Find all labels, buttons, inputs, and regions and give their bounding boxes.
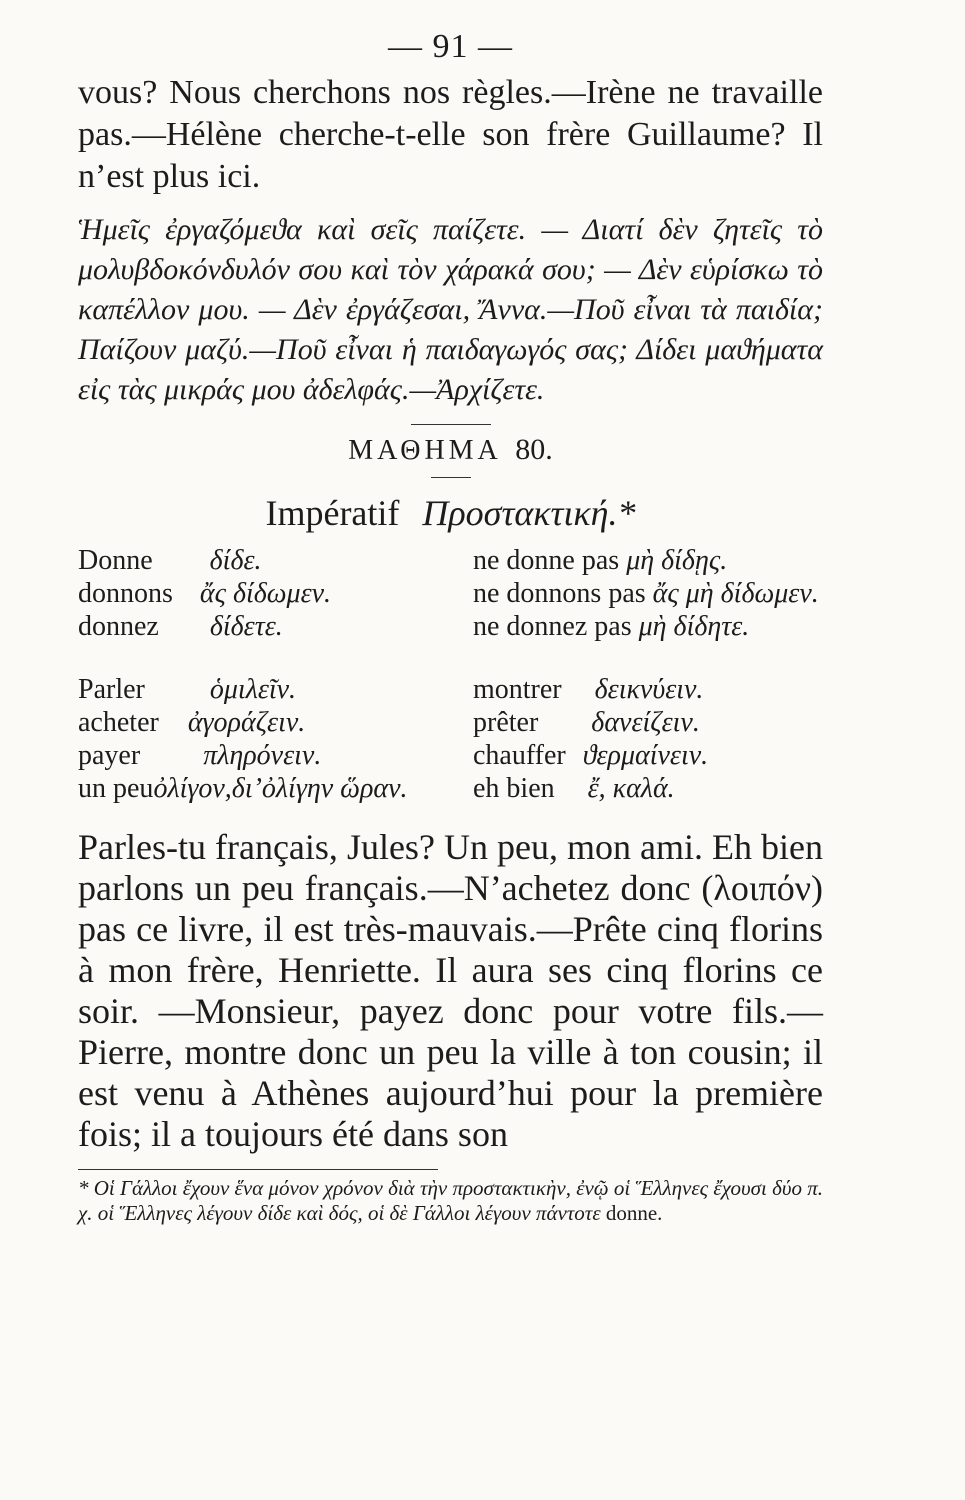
vocab-entry xyxy=(473,544,823,577)
vocab-french: acheter xyxy=(78,707,159,738)
vocab-french: ne donnons pas xyxy=(473,578,646,609)
vocab-greek: ὀλίγον,δι’ὀλίγην ὥραν. xyxy=(153,773,408,804)
vocab-entry xyxy=(473,772,823,805)
vocab-entry xyxy=(473,706,823,739)
page xyxy=(78,28,823,1226)
vocab-french: donnons xyxy=(78,578,173,609)
vocab-french: chauffer xyxy=(473,740,566,771)
heading-greek: Προστακτική.* xyxy=(422,493,636,533)
lesson-title xyxy=(78,433,823,467)
vocab-entry xyxy=(78,610,473,643)
vocab-greek: μὴ δίδῃς. xyxy=(626,545,728,576)
vocab-french: payer xyxy=(78,740,141,771)
vocab-greek: δεικνύειν. xyxy=(594,674,704,705)
vocab-entry xyxy=(78,706,473,739)
vocab-entry xyxy=(473,577,823,610)
vocab-entry xyxy=(78,673,473,706)
vocab-french: montrer xyxy=(473,674,562,705)
vocab-french: prêter xyxy=(473,707,539,738)
paragraph-french: vous? Nous cherchons nos règles.—Irène ne travaille pas.—Hélène cherche-t-elle son frère Guillaume? Il n’est plus ici. xyxy=(78,74,823,195)
vocab-french: Donne xyxy=(78,545,153,576)
vocab-greek: ἔ, καλά. xyxy=(587,773,675,804)
vocab-greek: ἀγοράζειν. xyxy=(187,707,306,738)
vocab-entry xyxy=(78,577,473,610)
vocab-greek: πληρόνειν. xyxy=(203,740,322,771)
vocab-greek: δίδε. xyxy=(209,545,262,576)
vocab-greek: ἄς δίδωμεν. xyxy=(199,578,332,609)
divider-top xyxy=(411,424,491,425)
vocab-entry xyxy=(473,610,823,643)
vocab-entry xyxy=(473,673,823,706)
footnote-text: * Οἱ Γάλλοι ἔχουν ἕνα μόνον χρόνον διὰ τὴν προστακτικὴν, ἐνῷ οἱ Ἕλληνες ἔχουσι δύο π. χ. οἱ Ἕλληνες λέγουν δίδε καὶ δός, οἱ δὲ Γάλλοι λέγουν πάντοτε xyxy=(78,1176,823,1225)
vocab-group-1 xyxy=(78,544,823,643)
vocab-entry xyxy=(78,544,473,577)
paragraph-greek: Ἡμεῖς ἐργαζόμεϑα καὶ σεῖς παίζετε. — Διατί δὲν ζητεῖς τὸ μολυβδοκόνδυλόν σου καὶ τὸν χάρακά σου; — Δὲν εὑρίσκω τὸ καπέλλον μου. — Δὲν ἐργάζεσαι, Ἄννα.—Ποῦ εἶναι τὰ παιδία; Παίζουν μαζύ.—Ποῦ εἶναι ἡ παιδαγωγός σας; Δίδει μαϑήματα εἰς τὰς μικράς μου ἀδελφάς.—Ἀρχίζετε. xyxy=(78,213,823,406)
vocab-french: ne donnez pas xyxy=(473,611,632,642)
heading-french: Impératif xyxy=(265,493,400,533)
vocab-french: Parler xyxy=(78,674,145,705)
footnote-divider xyxy=(78,1169,438,1170)
vocab-greek: μὴ δίδητε. xyxy=(638,611,750,642)
lesson-title-text: ΜΑΘΗΜΑ xyxy=(348,435,501,466)
vocab-greek: δανείζειν. xyxy=(591,707,700,738)
vocab-greek: ϑερμαίνειν. xyxy=(582,740,709,771)
vocab-french: ne donne pas xyxy=(473,545,620,576)
vocab-french: eh bien xyxy=(473,773,555,804)
page-number: — 91 — xyxy=(388,28,513,65)
vocab-french: un peu xyxy=(78,773,154,804)
lesson-number: 80. xyxy=(515,433,553,466)
divider-bottom xyxy=(431,477,471,478)
vocab-entry xyxy=(78,739,473,772)
vocab-french: donnez xyxy=(78,611,159,642)
exercise-paragraph: Parles-tu français, Jules? Un peu, mon ami. Eh bien parlons un peu français.—N’achetez donc (λοιπόν) pas ce livre, il est très-mauvais.—Prête cinq florins à mon frère, Henriette. Il aura ses cinq florins ce soir. —Monsieur, payez donc pour votre fils.—Pierre, montre donc un peu la ville à ton cousin; il est venu à Athènes aujourd’hui pour la première fois; il a toujours été dans son xyxy=(78,827,823,1154)
footnote xyxy=(78,1176,823,1226)
vocab-greek: ἄς μὴ δίδωμεν. xyxy=(652,578,819,609)
footnote-word: donne. xyxy=(605,1201,663,1225)
vocab-entry xyxy=(78,772,473,805)
vocab-group-2 xyxy=(78,673,823,805)
vocab-entry xyxy=(473,739,823,772)
vocab-greek: δίδετε. xyxy=(209,611,283,642)
section-heading xyxy=(78,492,823,534)
spacer xyxy=(78,643,823,669)
vocab-greek: ὁμιλεῖν. xyxy=(209,674,297,705)
